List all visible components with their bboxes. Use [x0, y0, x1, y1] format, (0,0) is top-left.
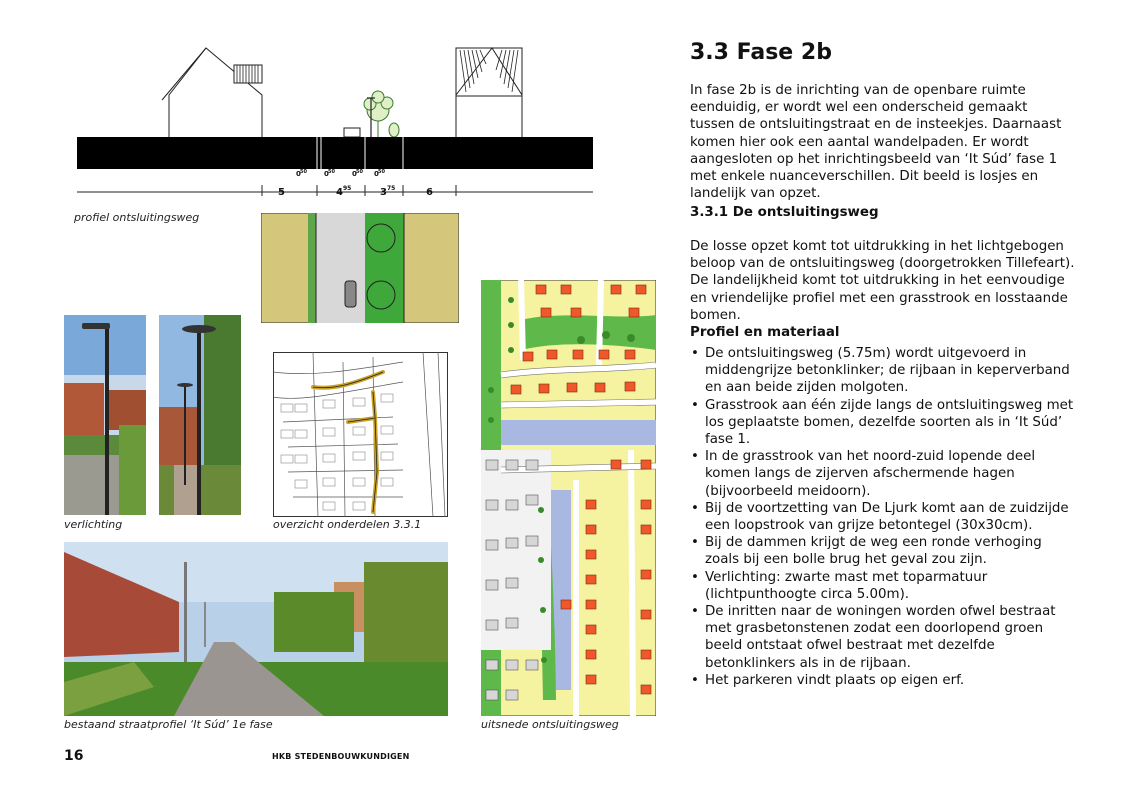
road-body — [77, 137, 593, 169]
page-number: 16 — [64, 748, 84, 764]
road-plan-view — [261, 213, 459, 323]
dim-label-5: 5 — [278, 187, 285, 198]
dim-small-sup-4: 50 — [378, 169, 385, 175]
bullet-item: • Grasstrook aan één zijde langs de ontsluitingsweg met los geplaatste bomen, dezelfde soorten als in ‘It Súd’ fase 1. — [690, 397, 1075, 449]
dim-small-3: 0 — [352, 170, 357, 178]
overview-map — [273, 352, 448, 517]
caption-lighting: verlichting — [64, 518, 123, 531]
bullet-item: • Het parkeren vindt plaats op eigen erf. — [690, 672, 1075, 689]
profile-subtitle: Profiel en materiaal — [690, 325, 840, 340]
profile-bullet-list — [690, 345, 1075, 689]
intro-paragraph: In fase 2b is de inrichting van de openbare ruimte eenduidig, er wordt wel een onderscheid gemaakt tussen de ontsluitingstraat en de insteekjes. Daarnaast komen hier ook een aantal wandelpaden. Er wordt aangesloten op het inrichtingsbeeld van ‘It Súd’ fase 1 met enkele nuanceverschillen. Dit beeld is losjes en landelijk van opzet. — [690, 83, 1062, 202]
bullet-item: • Bij de dammen krijgt de weg een ronde verhoging zoals bij een bolle brug het geval zou zijn. — [690, 534, 1075, 568]
caption-profile: profiel ontsluitingsweg — [74, 211, 200, 224]
section-paragraph: De losse opzet komt tot uitdrukking in het lichtgebogen beloop van de ontsluitingsweg (doorgetrokken Tillefeart). De landelijkheid komt tot uitdrukking in het eenvoudige en vriendelijke profiel met een grasstrook en losstaande bomen. — [690, 239, 1075, 323]
dim-small-sup-1: 50 — [300, 169, 307, 175]
page-title: 3.3 Fase 2b — [690, 40, 832, 65]
bullet-item: • De ontsluitingsweg (5.75m) wordt uitgevoerd in middengrijze betonklinker; de rijbaan in keperverband en aan beide zijden molgoten. — [690, 345, 1075, 397]
photo-existing-street — [64, 542, 448, 716]
road-profile-drawing — [74, 40, 596, 200]
bullet-item: • Verlichting: zwarte mast met toparmatuur (lichtpunthoogte circa 5.00m). — [690, 569, 1075, 603]
bullet-item: • In de grasstrook van het noord-zuid lopende deel komen langs de zijerven afschermende hagen (bijvoorbeeld meidoorn). — [690, 448, 1075, 500]
plan-excerpt — [481, 280, 656, 716]
caption-street: bestaand straatprofiel ‘It Súd’ 1e fase — [64, 718, 273, 731]
left-house — [162, 48, 262, 137]
dim-label-6: 6 — [426, 187, 433, 198]
dim-label-4-sup: 95 — [343, 185, 352, 192]
dim-small-4: 0 — [374, 170, 379, 178]
photo-lighting-1 — [64, 315, 146, 515]
caption-excerpt: uitsnede ontsluitingsweg — [481, 718, 619, 731]
dim-label-3: 3 — [380, 187, 387, 198]
dim-small-1: 0 — [296, 170, 301, 178]
caption-overview: overzicht onderdelen 3.3.1 — [273, 518, 422, 531]
bullet-item: • Bij de voortzetting van De Ljurk komt aan de zuidzijde een loopstrook van grijze betontegel (30x30cm). — [690, 500, 1075, 534]
dim-small-2: 0 — [324, 170, 329, 178]
dim-small-sup-2: 50 — [328, 169, 335, 175]
section-title: 3.3.1 De ontsluitingsweg — [690, 205, 879, 220]
dim-label-3-sup: 75 — [387, 185, 396, 192]
right-house — [456, 48, 522, 137]
dim-small-sup-3: 50 — [356, 169, 363, 175]
dim-label-4: 4 — [336, 187, 343, 198]
footer-label: HKB STEDENBOUWKUNDIGEN — [272, 752, 410, 761]
bullet-item: • De inritten naar de woningen worden ofwel bestraat met grasbetonstenen zodat een doorlopend groen beeld ontstaat ofwel bestraat met dezelfde betonklinkers als in de rijbaan. — [690, 603, 1075, 672]
photo-lighting-2 — [159, 315, 241, 515]
